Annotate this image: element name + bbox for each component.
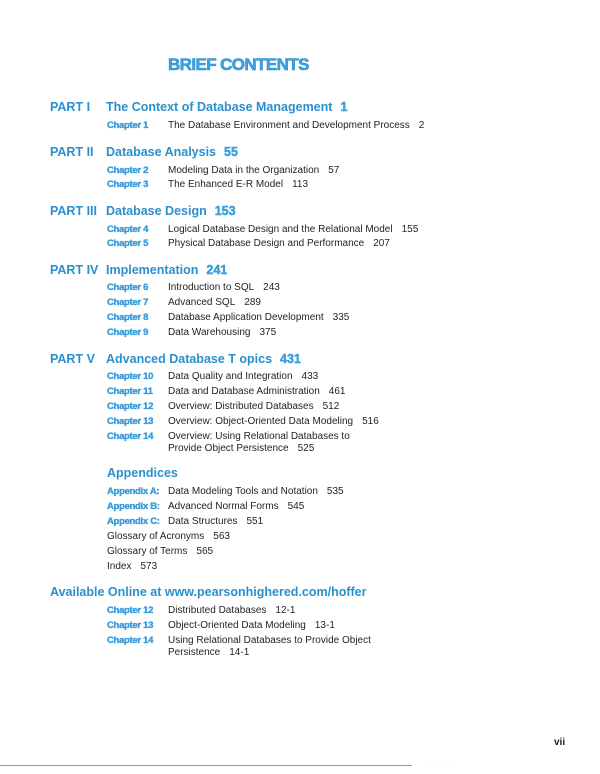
toc-entry[interactable] (107, 531, 230, 542)
chapter-page: 207 (373, 238, 390, 249)
part-title: Implementation (106, 263, 199, 277)
chapter-page: 243 (263, 282, 280, 293)
chapter-page: 516 (362, 416, 379, 427)
chapter-title: Introduction to SQL (168, 282, 255, 293)
toc-entry[interactable] (107, 605, 295, 617)
chapter-title: The Enhanced E-R Model (168, 179, 284, 190)
chapter-label: Chapter 13 (107, 620, 154, 631)
chapter-label: Chapter 13 (107, 416, 154, 427)
chapter-title: Logical Database Design and the Relational Model (168, 224, 393, 235)
part-number: PART I (50, 100, 91, 114)
toc-entry[interactable] (107, 179, 308, 191)
toc-entry[interactable] (107, 620, 335, 632)
part-number: PART V (50, 352, 95, 366)
chapter-title: Object-Oriented Data Modeling (168, 620, 306, 631)
chapter-title: Overview: Distributed Databases (168, 401, 314, 412)
appendix-label: Appendix C: (107, 516, 160, 527)
appendix-title: Data Structures (168, 516, 238, 527)
glossary-acronyms-page: 563 (213, 531, 230, 542)
chapter-page: 461 (328, 386, 346, 397)
part-page: 431 (280, 352, 301, 366)
chapter-page: 335 (332, 312, 350, 323)
part-heading (50, 145, 238, 159)
chapter-page: 2 (418, 120, 425, 131)
chapter-title-continued: Provide Object Persistence (168, 443, 289, 454)
chapter-title: Data and Database Administration (168, 386, 320, 397)
toc-entry[interactable] (107, 312, 349, 324)
toc-entry[interactable] (107, 371, 318, 383)
glossary-acronyms-title: Glossary of Acronyms (107, 531, 205, 542)
chapter-label: Chapter 4 (107, 224, 149, 235)
part-number: PART II (50, 145, 94, 159)
chapter-page: 113 (292, 179, 309, 190)
chapter-label: Chapter 14 (107, 431, 154, 442)
toc-entry[interactable] (107, 416, 379, 428)
chapter-label: Chapter 2 (107, 165, 149, 176)
part-number: PART IV (50, 263, 99, 277)
chapter-page: 14-1 (229, 647, 250, 658)
footer-rule (0, 765, 412, 766)
chapter-label: Chapter 14 (107, 635, 154, 646)
toc-entry[interactable] (107, 486, 344, 498)
toc-entry[interactable] (107, 327, 276, 339)
appendix-title: Advanced Normal Forms (168, 501, 279, 512)
page-number: vii (554, 737, 566, 748)
toc-entry[interactable] (107, 501, 304, 513)
appendix-title: Data Modeling Tools and Notation (168, 486, 318, 497)
chapter-page: 433 (301, 371, 319, 382)
chapter-label: Chapter 9 (107, 327, 149, 338)
chapter-page: 512 (322, 401, 340, 412)
chapter-title: Data Warehousing (168, 327, 251, 338)
part-page: 241 (206, 263, 228, 277)
toc-entry[interactable] (107, 120, 424, 132)
toc-entry[interactable] (107, 516, 263, 528)
part-page: 1 (340, 100, 348, 114)
index-title: Index (107, 561, 132, 572)
chapter-page: 525 (297, 443, 315, 454)
chapter-title: Overview: Object-Oriented Data Modeling (168, 416, 354, 427)
print-marks: · · · · (430, 762, 457, 768)
part-heading (50, 204, 236, 218)
chapter-title: Distributed Databases (168, 605, 267, 616)
toc-entry[interactable] (107, 282, 280, 294)
chapter-title: Database Application Development (168, 312, 324, 323)
chapter-page: 12-1 (275, 605, 296, 616)
toc-entry[interactable] (107, 386, 345, 398)
appendix-page: 535 (326, 486, 344, 497)
part-title: Database Design (106, 204, 207, 218)
appendices-heading: Appendices (107, 466, 178, 480)
toc-entry[interactable] (107, 224, 418, 236)
chapter-label: Chapter 1 (107, 120, 149, 131)
appendix-page: 551 (246, 516, 264, 527)
glossary-terms-page: 565 (196, 546, 214, 557)
chapter-page: 289 (244, 297, 261, 308)
toc-entry[interactable] (107, 297, 261, 309)
chapter-label: Chapter 11 (107, 386, 153, 397)
online-heading: Available Online at www.pearsonhighered.com/hoffer (50, 585, 367, 599)
chapter-title: Advanced SQL (168, 297, 236, 308)
toc-entry[interactable] (107, 561, 157, 572)
chapter-page: 57 (328, 165, 340, 176)
chapter-title: Overview: Using Relational Databases to (168, 431, 350, 442)
part-page: 153 (214, 204, 236, 218)
chapter-title: Modeling Data in the Organization (168, 165, 320, 176)
chapter-title: Data Quality and Integration (168, 371, 293, 382)
part-number: PART III (50, 204, 97, 218)
chapter-label: Chapter 8 (107, 312, 149, 323)
chapter-label: Chapter 10 (107, 371, 154, 382)
chapter-title: The Database Environment and Development Process (168, 120, 410, 131)
toc-entry[interactable] (107, 165, 339, 177)
part-title: Database Analysis (106, 145, 217, 159)
chapter-title-continued: Persistence (168, 647, 221, 658)
toc-entry[interactable] (107, 238, 390, 250)
chapter-label: Chapter 5 (107, 238, 149, 249)
page-title: BRIEF CONTENTS (168, 55, 309, 74)
chapter-label: Chapter 3 (107, 179, 149, 190)
chapter-title: Physical Database Design and Performance (168, 238, 365, 249)
appendix-label: Appendix A: (107, 486, 160, 497)
toc-entry[interactable] (107, 546, 213, 557)
chapter-label: Chapter 12 (107, 401, 154, 412)
appendix-label: Appendix B: (107, 501, 160, 512)
chapter-label: Chapter 6 (107, 282, 149, 293)
part-title: Advanced Database T opics (106, 352, 273, 366)
chapter-label: Chapter 12 (107, 605, 154, 616)
part-heading (50, 100, 347, 114)
chapter-page: 155 (401, 224, 419, 235)
part-page: 55 (224, 145, 238, 159)
appendix-page: 545 (287, 501, 305, 512)
chapter-page: 375 (259, 327, 277, 338)
toc-entry[interactable] (107, 431, 350, 455)
part-heading (50, 352, 301, 366)
glossary-terms-title: Glossary of Terms (107, 546, 188, 557)
toc-entry[interactable] (107, 635, 371, 659)
part-heading (50, 263, 227, 277)
part-title: The Context of Database Management (106, 100, 333, 114)
index-page: 573 (140, 561, 158, 572)
chapter-title: Using Relational Databases to Provide Object (168, 635, 371, 646)
chapter-page: 13-1 (314, 620, 335, 631)
toc-entry[interactable] (107, 401, 339, 413)
chapter-label: Chapter 7 (107, 297, 149, 308)
